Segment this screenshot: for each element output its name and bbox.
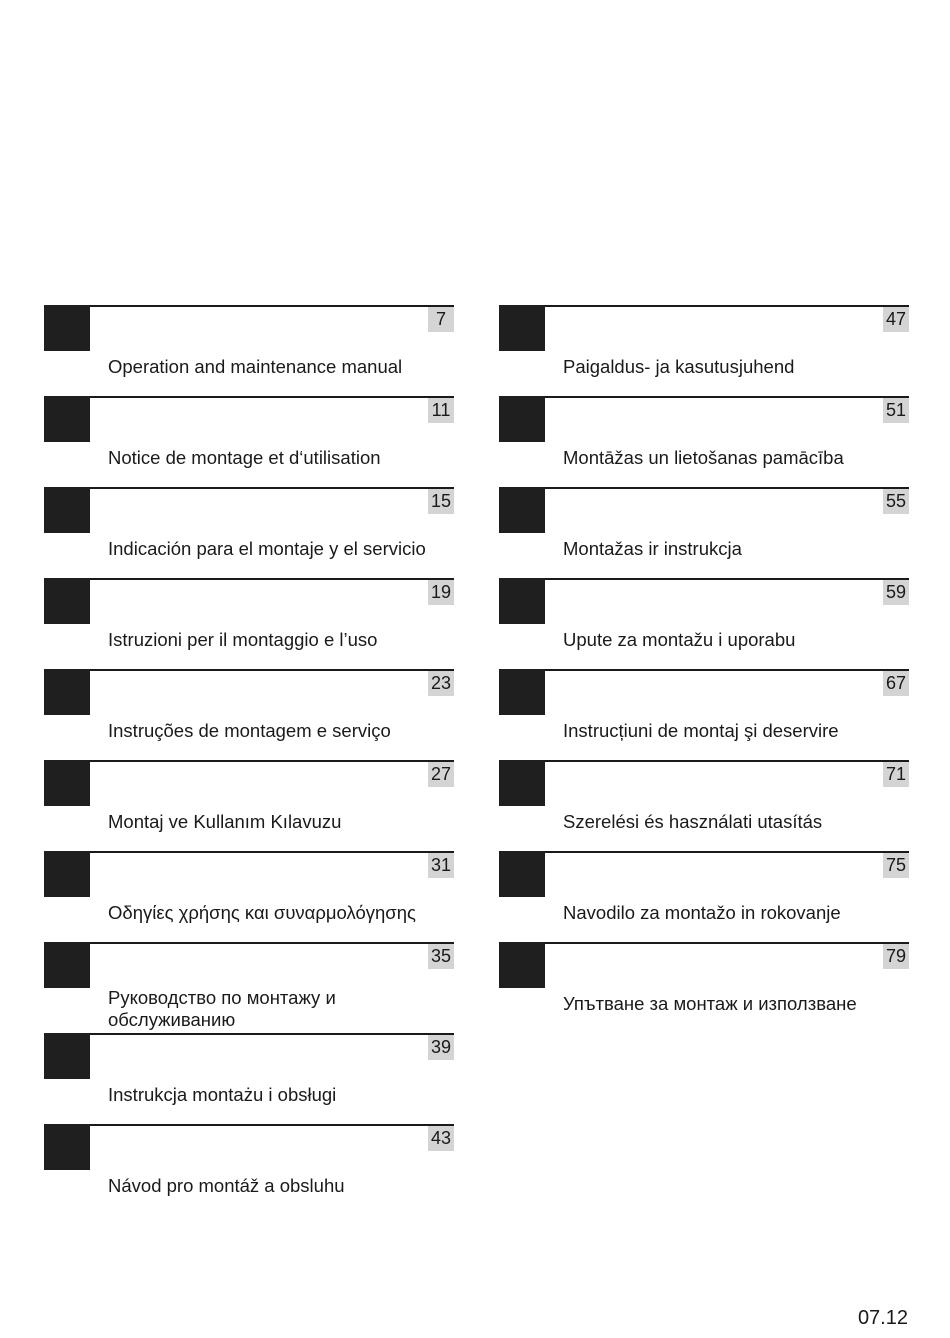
language-flag-block <box>499 942 545 988</box>
language-flag-block <box>44 1033 90 1079</box>
language-flag-block <box>44 487 90 533</box>
language-flag-block <box>499 760 545 806</box>
language-flag-block <box>44 942 90 988</box>
language-flag-block <box>44 851 90 897</box>
toc-title: Istruzioni per il montaggio e l’uso <box>108 629 378 650</box>
toc-entry[interactable] <box>499 669 909 760</box>
toc-entry[interactable] <box>499 578 909 669</box>
page-number: 19 <box>428 580 454 605</box>
divider <box>44 760 454 762</box>
toc-title: Montažas ir instrukcja <box>563 538 742 559</box>
divider <box>44 1033 454 1035</box>
toc-title: Upute za montažu i uporabu <box>563 629 796 650</box>
divider <box>499 305 909 307</box>
page-number: 59 <box>883 580 909 605</box>
toc-entry[interactable] <box>44 487 454 578</box>
toc-title: Szerelési és használati utasítás <box>563 811 823 832</box>
toc-entry[interactable] <box>499 851 909 942</box>
divider <box>44 942 454 944</box>
toc-left-column <box>44 305 454 1215</box>
toc-entry[interactable] <box>44 942 454 1033</box>
divider <box>499 669 909 671</box>
page-number: 43 <box>428 1126 454 1151</box>
page-number: 71 <box>883 762 909 787</box>
toc-entry[interactable] <box>44 669 454 760</box>
language-flag-block <box>44 305 90 351</box>
toc-entry[interactable] <box>44 578 454 669</box>
language-flag-block <box>44 396 90 442</box>
language-flag-block <box>499 669 545 715</box>
version-code: 07.12 <box>857 1307 908 1329</box>
toc-title: Οδηγίες χρήσης και συναρμολόγησης <box>108 902 416 923</box>
page-number: 67 <box>883 671 909 696</box>
page-number: 35 <box>428 944 454 969</box>
language-flag-block <box>499 487 545 533</box>
toc-title: Руководство по монтажу и обслуживанию <box>108 987 336 1030</box>
divider <box>499 851 909 853</box>
page-number: 47 <box>883 307 909 332</box>
toc-title: Návod pro montáž a obsluhu <box>108 1175 345 1196</box>
divider <box>44 578 454 580</box>
language-flag-block <box>499 578 545 624</box>
page-number: 79 <box>883 944 909 969</box>
toc-title: Instrukcja montażu i obsługi <box>108 1084 337 1105</box>
page-number: 75 <box>883 853 909 878</box>
toc-title: Упътване за монтаж и използване <box>563 993 857 1014</box>
divider <box>499 942 909 944</box>
toc-title: Instrucțiuni de montaj şi deservire <box>563 720 839 741</box>
toc-entry[interactable] <box>499 487 909 578</box>
toc-entry[interactable] <box>44 396 454 487</box>
language-flag-block <box>44 578 90 624</box>
language-flag-block <box>44 760 90 806</box>
toc-title: Instruções de montagem e serviço <box>108 720 391 741</box>
toc-right-column <box>499 305 909 1033</box>
divider <box>499 760 909 762</box>
page-number: 23 <box>428 671 454 696</box>
toc-title: Paigaldus- ja kasutusjuhend <box>563 356 795 377</box>
divider <box>44 305 454 307</box>
page-number: 51 <box>883 398 909 423</box>
page-number: 39 <box>428 1035 454 1060</box>
divider <box>499 487 909 489</box>
toc-entry[interactable] <box>44 305 454 396</box>
divider <box>44 487 454 489</box>
toc-title: Montaj ve Kullanım Kılavuzu <box>108 811 342 832</box>
toc-title: Navodilo za montažo in rokovanje <box>563 902 841 923</box>
toc-entry[interactable] <box>44 1124 454 1215</box>
divider <box>44 669 454 671</box>
page-number: 27 <box>428 762 454 787</box>
toc-entry[interactable] <box>499 942 909 1033</box>
language-flag-block <box>499 396 545 442</box>
toc-entry[interactable] <box>499 760 909 851</box>
page-number: 15 <box>428 489 454 514</box>
page-number: 55 <box>883 489 909 514</box>
divider <box>44 851 454 853</box>
toc-entry[interactable] <box>44 760 454 851</box>
language-flag-block <box>44 669 90 715</box>
page-number: 31 <box>428 853 454 878</box>
divider <box>499 578 909 580</box>
toc-entry[interactable] <box>44 851 454 942</box>
divider <box>499 396 909 398</box>
toc-entry[interactable] <box>499 396 909 487</box>
toc-entry[interactable] <box>499 305 909 396</box>
toc-title: Indicación para el montaje y el servicio <box>108 538 426 559</box>
divider <box>44 396 454 398</box>
toc-title: Montāžas un lietošanas pamācība <box>563 447 844 468</box>
page-number: 7 <box>428 307 454 332</box>
language-flag-block <box>499 305 545 351</box>
language-flag-block <box>499 851 545 897</box>
toc-title: Operation and maintenance manual <box>108 356 403 377</box>
divider <box>44 1124 454 1126</box>
toc-title: Notice de montage et d‘utilisation <box>108 447 381 468</box>
language-flag-block <box>44 1124 90 1170</box>
page-number: 11 <box>428 398 454 423</box>
toc-entry[interactable] <box>44 1033 454 1124</box>
